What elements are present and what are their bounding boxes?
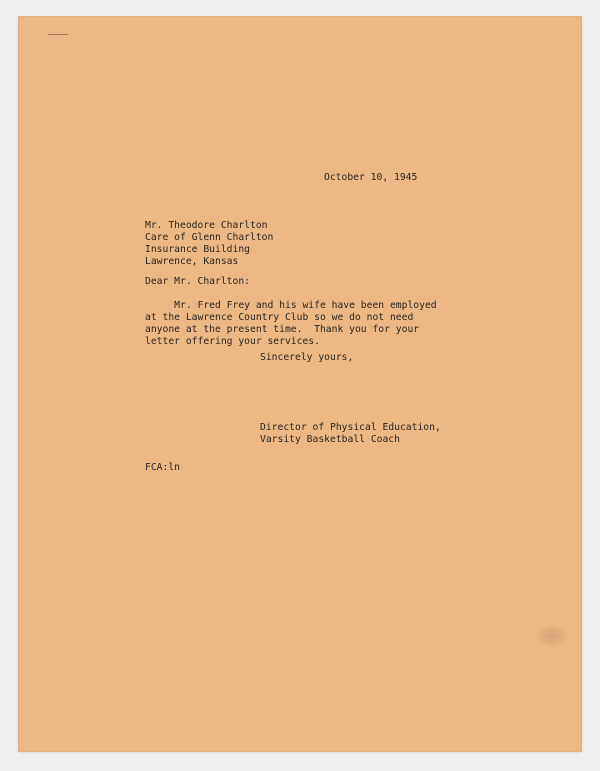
signature-line: Varsity Basketball Coach bbox=[260, 434, 400, 445]
reference-initials: FCA:ln bbox=[145, 462, 180, 473]
address-line: Insurance Building bbox=[145, 244, 250, 255]
address-line: Lawrence, Kansas bbox=[145, 256, 239, 267]
letter-date: October 10, 1945 bbox=[324, 172, 418, 183]
signature-line: Director of Physical Education, bbox=[260, 422, 441, 433]
address-line: Care of Glenn Charlton bbox=[145, 232, 274, 243]
address-line: Mr. Theodore Charlton bbox=[145, 220, 268, 231]
body-line: at the Lawrence Country Club so we do not need bbox=[145, 312, 414, 323]
signature-block bbox=[260, 422, 441, 446]
corner-pencil-mark bbox=[48, 34, 68, 35]
paper-smudge bbox=[534, 624, 570, 648]
body-line: letter offering your services. bbox=[145, 336, 320, 347]
letter-body bbox=[145, 300, 437, 348]
body-line: anyone at the present time. Thank you for your bbox=[145, 324, 420, 335]
salutation: Dear Mr. Charlton: bbox=[145, 276, 250, 287]
complimentary-closing: Sincerely yours, bbox=[260, 352, 354, 363]
recipient-address bbox=[145, 220, 273, 268]
letter-page bbox=[18, 16, 582, 752]
body-line: Mr. Fred Frey and his wife have been employed bbox=[145, 300, 437, 311]
